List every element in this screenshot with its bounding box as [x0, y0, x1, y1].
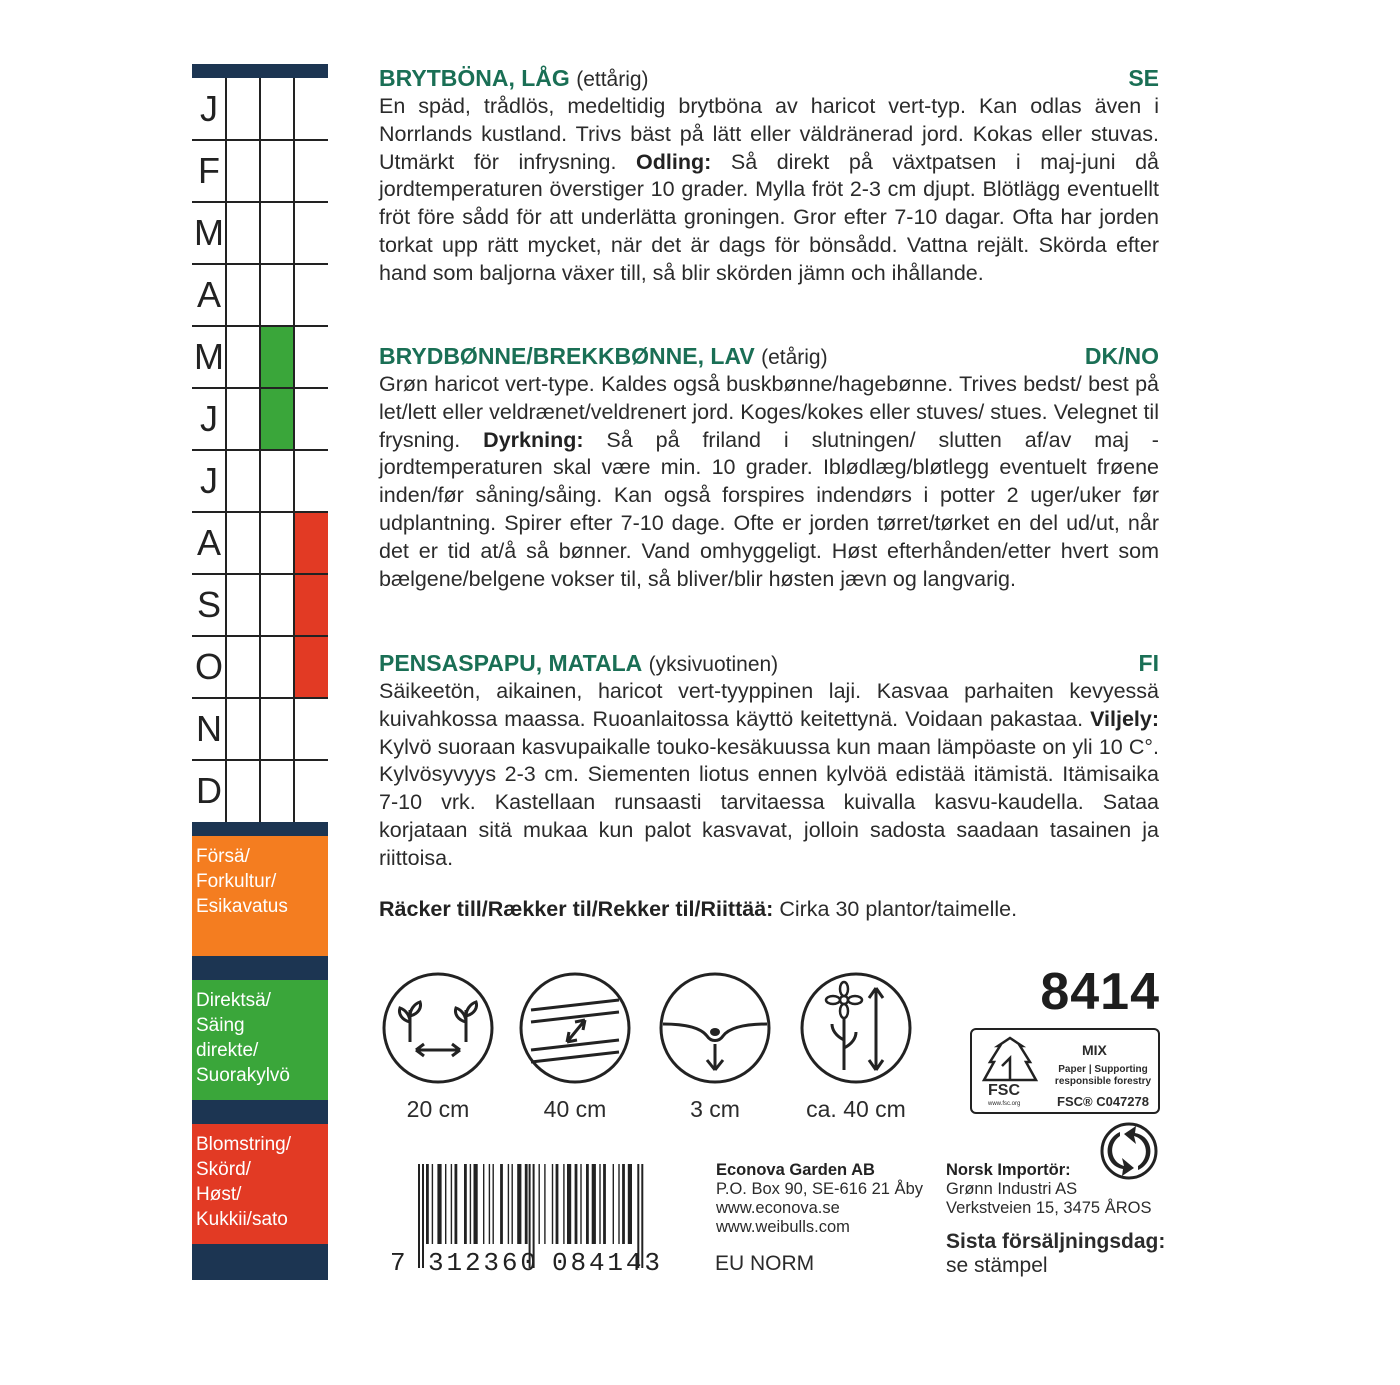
barcode-digits-right: 084143: [552, 1248, 660, 1274]
calendar-cell: [260, 326, 294, 388]
barcode-bar: [575, 1164, 578, 1244]
legend-presow-line: Försä/: [196, 846, 250, 867]
fsc-code: FSC® C047278: [1057, 1094, 1149, 1109]
barcode-bar: [525, 1164, 528, 1244]
section-body: [379, 371, 1159, 593]
calendar-cell: [260, 388, 294, 450]
coverage-label: Räcker till/Rækker til/Rekker til/Riittää:: [379, 897, 774, 921]
barcode-bar: [618, 1164, 619, 1244]
calendar-cell: [226, 78, 260, 140]
barcode-bar: [567, 1164, 571, 1244]
grid-line: [259, 78, 261, 822]
cultivation-text: Så på friland i slutningen/ slutten af/av maj - jordtemperaturen skal være min. 10 grader. Iblødlæg/bløtlegg eventuelt frøene inden/før såning/såing. Kan også forspires indendørs i potter 2 uger/uker før udplantning. Spirer efter 7-10 dage. Ofte er jorden tørret/tørket en del ud/ut, når det er tid at/å så bønner. Vand omhyggeligt. Høst efterhånden/etter hvert som bælgene/belgene vokser til, så bliver/blir høsten jævn og langvarig.: [379, 427, 1159, 591]
company-name: Econova Garden AB: [716, 1161, 875, 1179]
legend-presow: [192, 836, 328, 956]
coverage-info: [379, 897, 1017, 922]
calendar-cell: [260, 202, 294, 264]
month-letter: N: [196, 708, 222, 749]
calendar-cell: [260, 636, 294, 698]
fsc-label: [970, 1028, 1160, 1114]
calendar-cell: [260, 574, 294, 636]
calendar-cell: [260, 78, 294, 140]
calendar-cell: [294, 450, 328, 512]
importer-name: Grønn Industri AS: [946, 1180, 1078, 1198]
month-letter: A: [196, 522, 221, 563]
fsc-tree-icon: [980, 1036, 1040, 1086]
calendar-cell: [294, 202, 328, 264]
section-title: [379, 341, 1159, 371]
row-spacing-label: 40 cm: [543, 1096, 607, 1122]
barcode-bar: [628, 1164, 632, 1244]
month-grid: [192, 78, 328, 822]
barcode-bar: [592, 1164, 596, 1244]
legend-harvest-line: Kukkii/sato: [196, 1209, 288, 1230]
coverage-value: Cirka 30 plantor/taimelle.: [779, 897, 1018, 921]
barcode-digit-first: 7: [390, 1248, 406, 1274]
legend-direct-line: Suorakylvö: [196, 1065, 290, 1086]
importer-label: Norsk Importör:: [946, 1161, 1071, 1179]
company-address: [716, 1161, 923, 1237]
barcode-bar: [580, 1164, 581, 1244]
cultivation-text: Kylvö suoraan kasvupaikalle touko-kesäkuussa kun maan lämpöaste on yli 10 C°. Kylvösyvyys 2-3 cm. Siementen liotus ennen kylvöä edistää itämistä. Itämisaika 7-10 vrk. Kastellaan runsaasti tarvitaessa kuivalla kasvu-kaudella. Sataa korjataan sitä mukaa kun palot kasvavat, jolloin sadosta saadaan tasainen ja riittoisa.: [379, 734, 1159, 870]
legend-direct-line: direkte/: [196, 1040, 259, 1061]
calendar-cell: [294, 636, 328, 698]
description-text: Säikeetön, aikainen, haricot vert-tyyppinen laji. Kasvaa parhaiten kevyessä kuivahkossa maassa. Ruoanlaitossa käyttö keitettynä. Voidaan pakastaa.: [379, 679, 1159, 731]
variety-name: BRYDBØNNE/BREKKBØNNE, LAV: [379, 343, 755, 369]
month-letter: O: [194, 646, 223, 687]
calendar-cell: [294, 698, 328, 760]
barcode-bar: [556, 1164, 559, 1244]
fsc-mix: MIX: [1082, 1042, 1107, 1058]
section-danish-norwegian: [379, 341, 1159, 593]
calendar-cell: [226, 450, 260, 512]
legend-direct-line: Säing: [196, 1015, 245, 1036]
calendar-cell: [226, 512, 260, 574]
fsc-logo-text: FSC: [988, 1082, 1020, 1099]
language-code: SE: [1128, 65, 1159, 91]
barcode-digits-left: 312360: [428, 1248, 536, 1274]
barcode: [388, 1164, 678, 1274]
barcode-bar: [445, 1164, 446, 1244]
calendar-cell: [260, 698, 294, 760]
month-letter: F: [198, 150, 220, 191]
calendar-cell: [226, 264, 260, 326]
variety-kind: (ettårig): [576, 68, 649, 91]
company-postal: P.O. Box 90, SE-616 21 Åby: [716, 1180, 923, 1198]
sales-date-value: se stämpel: [946, 1254, 1048, 1277]
barcode-bar: [544, 1164, 545, 1244]
calendar-cell: [226, 202, 260, 264]
sowing-depth-icon: [657, 970, 773, 1086]
barcode-bar: [455, 1164, 458, 1244]
barcode-bar: [603, 1164, 606, 1244]
legend-harvest: [192, 1124, 328, 1244]
sales-date: [946, 1230, 1165, 1278]
calendar-cell: [260, 512, 294, 574]
calendar-cell: [226, 140, 260, 202]
plant-height: [796, 970, 916, 1123]
cultivation-text: Så direkt på växtpatsen i maj-juni då jordtemperaturen överstiger 10 grader. Mylla fröt 2-3 cm djupt. Blötlägg eventuellt fröt före sådd för att underlätta groningen. Gror efter 7-10 dagar. Ofta har jorden torkat upp rätt mycket, när det är dags för bönsådd. Vattna rejält. Skörda efter hand som baljorna växer till, så blir skörden jämn och ihållande.: [379, 149, 1159, 285]
company-web-econova[interactable]: www.econova.se: [716, 1199, 840, 1217]
grid-line: [225, 78, 227, 822]
barcode-bar: [464, 1164, 467, 1244]
month-letter: J: [200, 88, 218, 129]
legend-harvest-line: Høst/: [196, 1184, 242, 1205]
calendar-cell: [294, 264, 328, 326]
section-swedish: [379, 63, 1159, 288]
month-letter: S: [196, 584, 221, 625]
company-web-weibulls[interactable]: www.weibulls.com: [716, 1218, 850, 1236]
calendar-cell: [294, 760, 328, 822]
calendar-cell: [260, 450, 294, 512]
barcode-bar: [517, 1164, 521, 1244]
eu-norm: EU NORM: [715, 1252, 815, 1275]
variety-name: PENSASPAPU, MATALA: [379, 650, 643, 676]
description-text: Grøn haricot vert-type. Kaldes også buskbønne/hagebønne. Trives bedst/ best på let/lett eller veldrænet/veldrenert jord. Koges/kokes eller stuves/ stues. Velegnet til frysning.: [379, 372, 1159, 452]
plant-spacing: [378, 970, 498, 1123]
article-number: 8414: [1040, 963, 1160, 1021]
cultivation-label: Odling:: [636, 149, 712, 174]
barcode-bar: [552, 1164, 553, 1244]
barcode-bar: [599, 1164, 600, 1244]
legend-harvest-line: Skörd/: [196, 1159, 251, 1180]
variety-kind: (yksivuotinen): [648, 653, 779, 676]
barcode-bar: [586, 1164, 589, 1244]
cultivation-label: Viljely:: [1090, 706, 1159, 731]
sowing-depth-label: 3 cm: [690, 1096, 740, 1122]
sowing-depth: [655, 970, 775, 1123]
barcode-bar: [437, 1164, 441, 1244]
calendar-cell: [226, 388, 260, 450]
language-code: FI: [1138, 650, 1159, 676]
barcode-bar: [470, 1164, 471, 1244]
barcode-bar: [500, 1164, 503, 1244]
row-spacing-icon: [517, 970, 633, 1086]
barcode-guard-bar: [641, 1164, 643, 1268]
fsc-url: www.fsc.org: [988, 1101, 1021, 1107]
calendar-cell: [294, 512, 328, 574]
cultivation-label: Dyrkning:: [483, 427, 584, 452]
section-title: [379, 648, 1159, 678]
barcode-bar: [483, 1164, 484, 1244]
month-letter: A: [196, 274, 221, 315]
barcode-bar: [489, 1164, 490, 1244]
calendar-cell: [226, 698, 260, 760]
calendar-cell: [294, 78, 328, 140]
calendar-cell: [260, 264, 294, 326]
description-text: En späd, trådlös, medeltidig brytböna av haricot vert-typ. Kan odlas även i Norrlands kustland. Trivs bäst på lätt eller väldränerad jord. Kokas eller stuvas. Utmärkt för infrysning.: [379, 94, 1159, 174]
section-body: [379, 93, 1159, 288]
section-body: [379, 678, 1159, 873]
barcode-bar: [512, 1164, 513, 1244]
month-letter: M: [194, 212, 224, 253]
legend-presow-line: Esikavatus: [196, 896, 288, 917]
variety-name: BRYTBÖNA, LÅG: [379, 65, 570, 91]
barcode-bar: [539, 1164, 540, 1244]
barcode-bar: [508, 1164, 509, 1244]
calendar-cell: [226, 760, 260, 822]
section-finnish: [379, 648, 1159, 873]
legend-presow-line: Forkultur/: [196, 871, 277, 892]
barcode-bar: [613, 1164, 614, 1244]
section-title: [379, 63, 1159, 93]
plant-spacing-label: 20 cm: [406, 1096, 470, 1122]
plant-height-icon: [798, 970, 914, 1086]
plant-height-label: ca. 40 cm: [806, 1096, 906, 1122]
month-letter: D: [196, 770, 222, 811]
barcode-bar: [432, 1164, 433, 1244]
grid-line: [293, 78, 295, 822]
legend-direct-line: Direktsä/: [196, 990, 271, 1011]
barcode-bar: [563, 1164, 564, 1244]
calendar-cell: [260, 760, 294, 822]
barcode-guard-bar: [422, 1164, 424, 1268]
calendar-cell: [294, 140, 328, 202]
barcode-bar: [622, 1164, 625, 1244]
row-spacing: [515, 970, 635, 1123]
legend-direct-sow: [192, 980, 328, 1100]
variety-kind: (etårig): [761, 346, 828, 369]
barcode-bar: [493, 1164, 494, 1244]
barcode-bar: [426, 1164, 429, 1244]
legend-harvest-line: Blomstring/: [196, 1134, 292, 1155]
barcode-bar: [474, 1164, 478, 1244]
calendar-cell: [294, 574, 328, 636]
calendar-cell: [294, 388, 328, 450]
importer-street: Verkstveien 15, 3475 ÅROS: [946, 1199, 1152, 1217]
fsc-description: Paper | Supporting responsible forestry: [1054, 1064, 1152, 1087]
calendar-cell: [260, 140, 294, 202]
barcode-bar: [451, 1164, 452, 1244]
plant-spacing-icon: [380, 970, 496, 1086]
language-code: DK/NO: [1084, 343, 1159, 369]
calendar-cell: [226, 326, 260, 388]
calendar-cell: [226, 574, 260, 636]
recycle-icon: [1100, 1122, 1158, 1180]
month-letter: M: [194, 336, 224, 377]
barcode-guard-bar: [418, 1164, 420, 1268]
month-letter: J: [200, 398, 218, 439]
sales-date-label: Sista försäljningsdag:: [946, 1230, 1166, 1253]
month-letter: J: [200, 460, 218, 501]
calendar-cell: [226, 636, 260, 698]
calendar-cell: [294, 326, 328, 388]
sowing-calendar: [192, 64, 328, 1280]
